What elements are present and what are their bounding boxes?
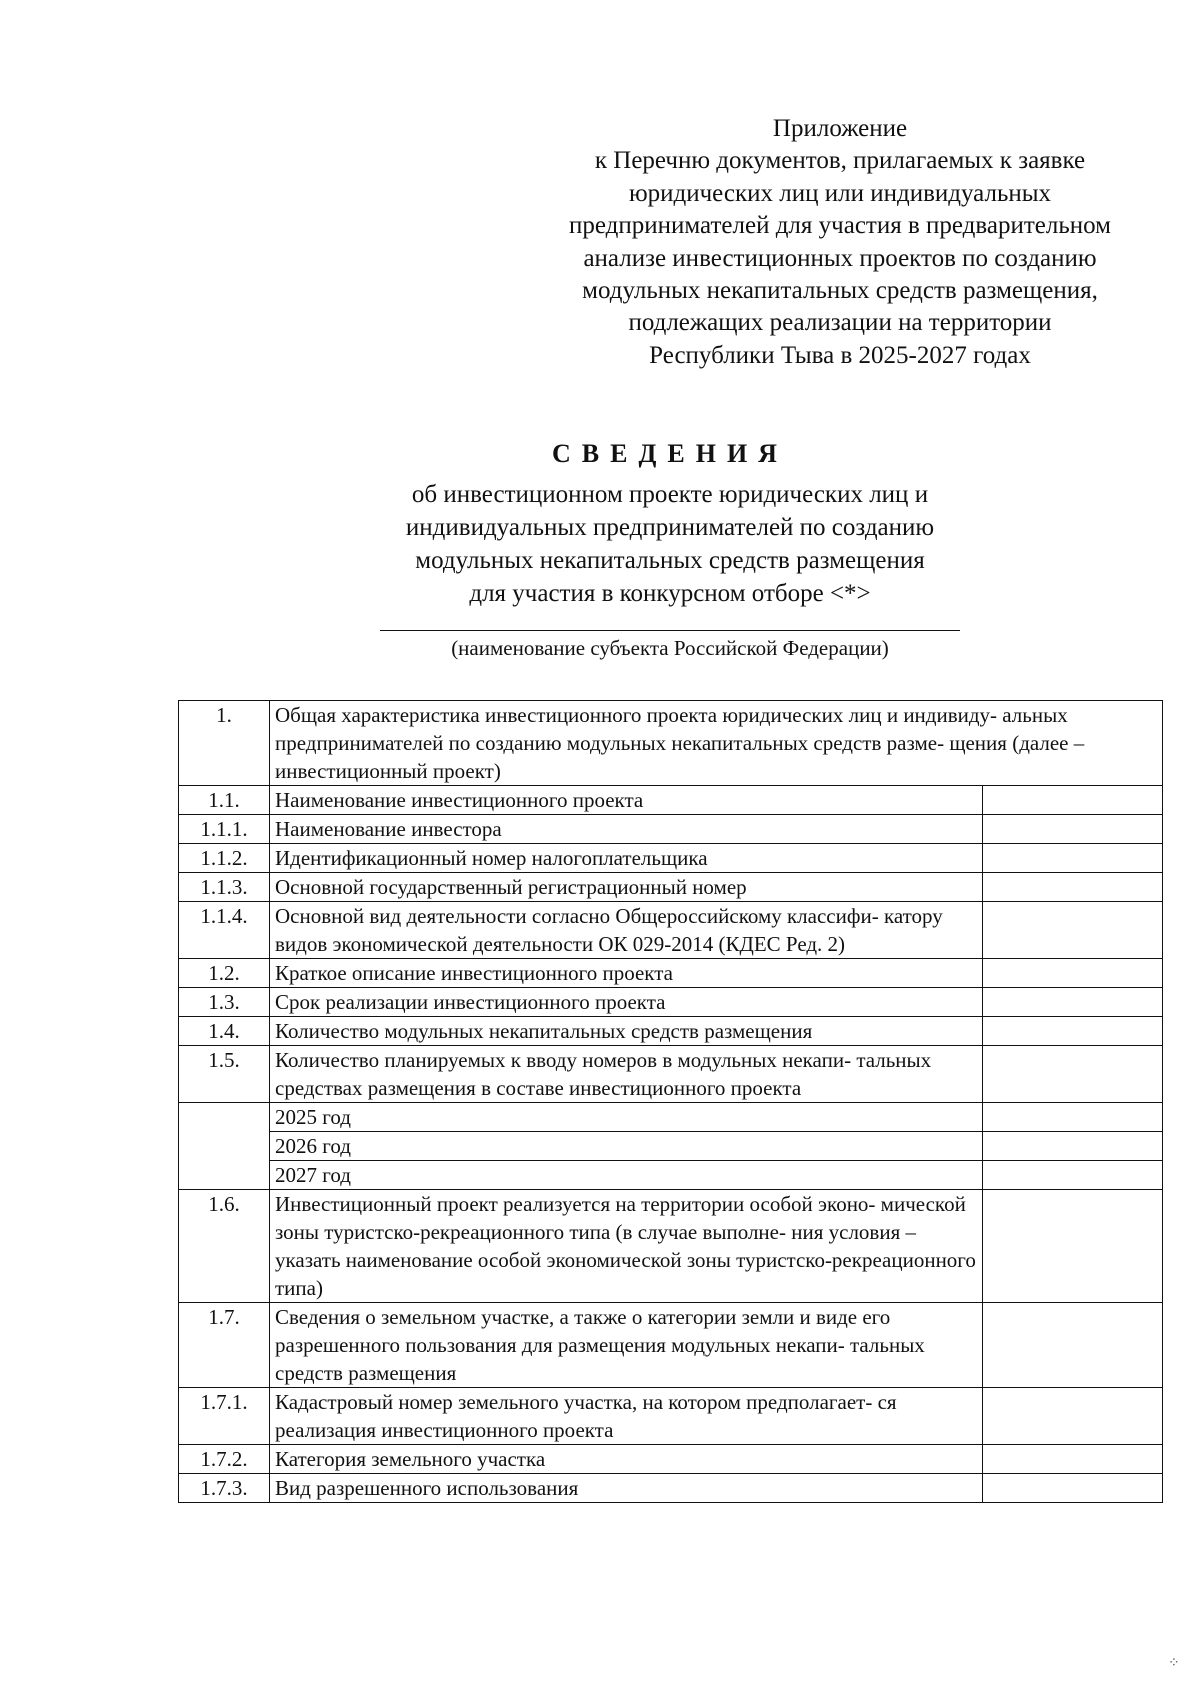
appendix-line: предпринимателей для участия в предварительном — [569, 212, 1111, 240]
table-row-year — [179, 1161, 1163, 1190]
year-label: 2025 год — [270, 1103, 983, 1132]
row-number: 1.1. — [179, 786, 270, 815]
value-cell[interactable] — [983, 844, 1163, 873]
row-text: Наименование инвестора — [270, 815, 983, 844]
table-row-year — [179, 1103, 1163, 1132]
value-cell[interactable] — [983, 1474, 1163, 1503]
value-cell[interactable] — [983, 1132, 1163, 1161]
subtitle-line: модульных некапитальных средств размещения — [415, 547, 925, 574]
row-number: 1.6. — [179, 1190, 270, 1303]
appendix-line: к Перечню документов, прилагаемых к заявке — [594, 147, 1086, 175]
appendix-line: модульных некапитальных средств размещения, — [582, 277, 1098, 305]
value-cell[interactable] — [983, 1388, 1163, 1445]
row-text: Количество планируемых к вводу номеров в модульных некапи- тальных средствах размещения в составе инвестиционного проекта — [270, 1046, 983, 1103]
table-row-1-5 — [179, 1046, 1163, 1103]
row-text: Сведения о земельном участке, а также о категории земли и виде его разрешенного пользования для размещения модульных некапи- тальных средств размещения — [270, 1303, 983, 1388]
document-title: СВЕДЕНИЯ — [552, 439, 788, 468]
row-text: Общая характеристика инвестиционного проекта юридических лиц и индивиду- альных предпринимателей по созданию модульных некапитальных средств разме- щения (далее – инвестиционный проект) — [270, 701, 1163, 786]
row-number: 1.7.1. — [179, 1388, 270, 1445]
table-row-1-1-4 — [179, 902, 1163, 959]
row-number: 1.1.3. — [179, 873, 270, 902]
scan-artifact-mark: ⁘ — [1168, 1656, 1180, 1671]
row-number: 1.7.2. — [179, 1445, 270, 1474]
year-label: 2026 год — [270, 1132, 983, 1161]
year-label: 2027 год — [270, 1161, 983, 1190]
appendix-header — [520, 113, 1160, 372]
row-text: Количество модульных некапитальных средств размещения — [270, 1017, 983, 1046]
row-text: Идентификационный номер налогоплательщика — [270, 844, 983, 873]
appendix-line: юридических лиц или индивидуальных — [628, 179, 1052, 207]
row-text: Основной вид деятельности согласно Общероссийскому классифи- катору видов экономической деятельности ОК 029-2014 (КДЕС Ред. 2) — [270, 902, 983, 959]
region-caption: (наименование субъекта Российской Федерации) — [451, 636, 889, 660]
value-cell[interactable] — [983, 988, 1163, 1017]
value-cell[interactable] — [983, 1046, 1163, 1103]
row-number: 1.3. — [179, 988, 270, 1017]
table-row-1-7-3 — [179, 1474, 1163, 1503]
value-cell[interactable] — [983, 786, 1163, 815]
project-info-table — [178, 700, 1163, 1503]
subtitle-line: индивидуальных предпринимателей по созданию — [405, 514, 935, 541]
value-cell[interactable] — [983, 902, 1163, 959]
value-cell[interactable] — [983, 815, 1163, 844]
appendix-line: анализе инвестиционных проектов по созданию — [583, 244, 1097, 272]
row-number: 1. — [179, 701, 270, 786]
row-number: 1.5. — [179, 1046, 270, 1103]
row-number: 1.1.4. — [179, 902, 270, 959]
value-cell[interactable] — [983, 1190, 1163, 1303]
table-row-section-1 — [179, 701, 1163, 786]
table-row-1-1-1 — [179, 815, 1163, 844]
row-number: 1.4. — [179, 1017, 270, 1046]
value-cell[interactable] — [983, 873, 1163, 902]
row-number: 1.1.2. — [179, 844, 270, 873]
table-row-1-3 — [179, 988, 1163, 1017]
subtitle-line: об инвестиционном проекте юридических лиц и — [411, 481, 929, 508]
row-text: Вид разрешенного использования — [270, 1474, 983, 1503]
appendix-line: Приложение — [772, 115, 908, 142]
subtitle-line: для участия в конкурсном отборе <*> — [469, 580, 871, 607]
row-number: 1.7.3. — [179, 1474, 270, 1503]
table-row-1-7-2 — [179, 1445, 1163, 1474]
appendix-line: Республики Тыва в 2025-2027 годах — [649, 341, 1031, 369]
value-cell[interactable] — [983, 959, 1163, 988]
value-cell[interactable] — [983, 1103, 1163, 1132]
table-row-1-1 — [179, 786, 1163, 815]
row-text: Основной государственный регистрационный номер — [270, 873, 983, 902]
row-text: Краткое описание инвестиционного проекта — [270, 959, 983, 988]
table-row-1-1-2 — [179, 844, 1163, 873]
table-row-1-2 — [179, 959, 1163, 988]
table-row-1-7-1 — [179, 1388, 1163, 1445]
table-row-1-7 — [179, 1303, 1163, 1388]
table-row-1-1-3 — [179, 873, 1163, 902]
document-subtitle — [300, 478, 1040, 610]
value-cell[interactable] — [983, 1017, 1163, 1046]
table-row-1-6 — [179, 1190, 1163, 1303]
value-cell[interactable] — [983, 1303, 1163, 1388]
value-cell[interactable] — [983, 1445, 1163, 1474]
row-text: Срок реализации инвестиционного проекта — [270, 988, 983, 1017]
row-text: Инвестиционный проект реализуется на территории особой эконо- мической зоны туристско-рекреационного типа (в случае выполне- ния условия – указать наименование особой экономической зоны туристско-рекреационного типа) — [270, 1190, 983, 1303]
row-text: Кадастровый номер земельного участка, на котором предполагает- ся реализация инвестиционного проекта — [270, 1388, 983, 1445]
row-number: 1.1.1. — [179, 815, 270, 844]
row-text: Категория земельного участка — [270, 1445, 983, 1474]
row-number: 1.2. — [179, 959, 270, 988]
table-row-year — [179, 1132, 1163, 1161]
value-cell[interactable] — [983, 1161, 1163, 1190]
row-number: 1.7. — [179, 1303, 270, 1388]
row-text: Наименование инвестиционного проекта — [270, 786, 983, 815]
appendix-line: подлежащих реализации на территории — [628, 309, 1052, 337]
row-number-empty — [179, 1103, 270, 1190]
region-fill-line[interactable] — [380, 630, 960, 631]
table-row-1-4 — [179, 1017, 1163, 1046]
